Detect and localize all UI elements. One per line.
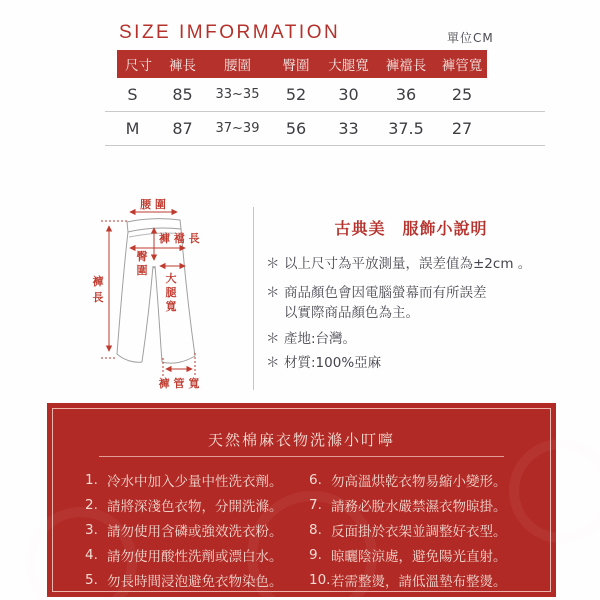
item-number: 2.: [85, 496, 98, 513]
note-item-material: [266, 353, 381, 373]
note-item-measure: [266, 254, 531, 274]
care-item: [309, 542, 549, 567]
notes-title: 古典美 服飾小說明: [334, 219, 488, 238]
asterisk-bullet: ＊: [266, 285, 280, 301]
crotch-length-label: 褲 襠 長: [159, 232, 200, 245]
item-number: 7.: [309, 496, 322, 513]
thigh-label-char3: 寬: [165, 300, 177, 313]
pant-length-label-char1: 褲: [92, 275, 104, 288]
care-item: [85, 567, 307, 592]
care-title-underline: [99, 456, 504, 457]
pants-measurement-diagram: [85, 195, 240, 400]
item-number: 6.: [309, 471, 322, 488]
item-number: 1.: [85, 471, 98, 488]
item-number: 8.: [309, 521, 322, 538]
cell-value: 37.5: [388, 119, 424, 138]
cell-value: 56: [285, 119, 307, 138]
col-header-crotch: 褲襠長: [385, 58, 427, 74]
care-item: [309, 567, 549, 592]
size-table-body: [105, 78, 545, 146]
pant-length-label-char2: 長: [92, 291, 104, 304]
item-number: 5.: [85, 571, 98, 588]
note-text: 以上尺寸為平放測量，誤差值為±2cm 。: [284, 256, 532, 272]
col-header-thigh: 大腿寬: [328, 58, 369, 74]
thigh-label-char2: 腿: [165, 286, 177, 299]
item-text: 請將深淺色衣物，分開洗滌。: [107, 498, 283, 515]
note-text: 材質:100%亞麻: [284, 355, 382, 371]
row-size-label: S: [127, 85, 138, 104]
cell-value: 37~39: [215, 121, 260, 136]
col-header-hip: 臀圍: [282, 58, 310, 74]
table-row-m: [105, 112, 545, 146]
hip-label-char2: 圍: [136, 264, 148, 277]
note-text: [284, 283, 487, 323]
col-header-pant-length: 褲長: [169, 58, 196, 74]
item-number: 4.: [85, 546, 98, 563]
cell-value: 33~35: [215, 87, 260, 102]
asterisk-bullet: ＊: [266, 355, 280, 371]
item-text: 請務必脫水嚴禁濕衣物晾掛。: [331, 498, 507, 515]
item-number: 10.: [309, 571, 331, 588]
note-item-origin: [266, 329, 356, 349]
size-section-title: SIZE IMFORMATION: [119, 22, 341, 43]
col-header-leg-opening: 褲管寬: [441, 58, 483, 74]
item-text: 請勿使用酸性洗劑或漂白水。: [107, 548, 283, 565]
care-box-title: 天然棉麻衣物洗滌小叮嚀: [207, 431, 395, 449]
table-row-s: [105, 78, 545, 112]
note-text-line2: 以實際商品顏色為主。: [284, 305, 419, 321]
care-item: [85, 542, 307, 567]
care-list-left: [85, 467, 307, 592]
note-text: 產地:台灣。: [284, 331, 357, 347]
asterisk-bullet: ＊: [266, 256, 280, 272]
note-item-color: [266, 283, 487, 323]
leg-opening-label: 褲 管 寬: [158, 377, 200, 390]
unit-label: 單位CM: [447, 31, 494, 45]
waist-label: 腰 圍: [140, 198, 166, 211]
cell-value: 52: [285, 85, 307, 104]
vertical-divider: [253, 207, 254, 390]
item-text: 反面掛於衣架並調整好衣型。: [331, 523, 507, 540]
care-item: [85, 492, 307, 517]
care-item: [85, 517, 307, 542]
cell-value: 36: [395, 85, 417, 104]
item-text: 若需整燙，請低溫墊布整燙。: [331, 573, 507, 590]
care-item: [309, 492, 549, 517]
cell-value: 25: [451, 85, 473, 104]
item-text: 晾曬陰涼處，避免陽光直射。: [331, 548, 507, 565]
care-item: [85, 467, 307, 492]
cell-value: 85: [172, 85, 193, 104]
size-table-header: [117, 50, 487, 78]
cell-value: 87: [172, 119, 193, 138]
care-instructions-box: [47, 403, 556, 597]
col-header-waist: 腰圍: [224, 58, 251, 74]
cell-value: 27: [451, 119, 473, 138]
item-text: 請勿使用含磷或強效洗衣粉。: [107, 523, 283, 540]
cell-value: 33: [338, 119, 359, 138]
hip-label-char1: 臀: [136, 250, 148, 263]
row-size-label: M: [125, 119, 140, 138]
item-text: 勿高溫烘乾衣物易縮小變形。: [331, 473, 507, 490]
item-number: 9.: [309, 546, 322, 563]
care-list-right: [309, 467, 549, 592]
asterisk-bullet: ＊: [266, 331, 280, 347]
item-text: 冷水中加入少量中性洗衣劑。: [107, 473, 283, 490]
item-text: 勿長時間浸泡避免衣物染色。: [107, 573, 283, 590]
item-number: 3.: [85, 521, 98, 538]
thigh-label-char1: 大: [165, 272, 177, 285]
cell-value: 30: [338, 85, 359, 104]
col-header-size: 尺寸: [125, 58, 152, 74]
care-item: [309, 467, 549, 492]
care-item: [309, 517, 549, 542]
note-text-line1: 商品顏色會因電腦螢幕而有所誤差: [284, 285, 487, 301]
